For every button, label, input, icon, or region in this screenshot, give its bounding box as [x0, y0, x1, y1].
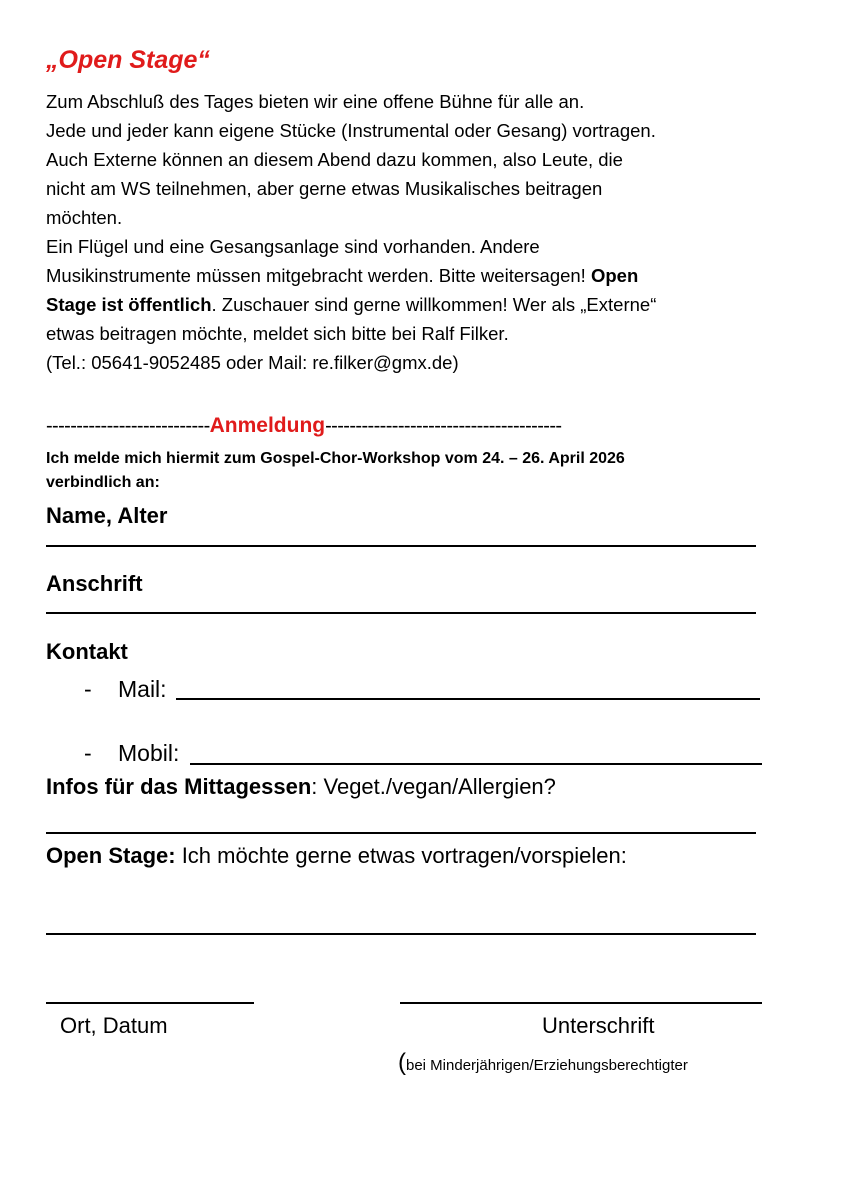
mail-field[interactable]	[176, 698, 760, 700]
mail-bullet: -	[84, 676, 92, 702]
signature-label: Unterschrift	[542, 1013, 655, 1038]
line8-bold: Stage ist öffentlich	[46, 294, 212, 315]
line8-text: . Zuschauer sind gerne willkommen! Wer als „Externe“	[211, 294, 657, 315]
mobile-field[interactable]	[190, 763, 762, 765]
open-stage-line-3: Auch Externe können an diesem Abend dazu kommen, also Leute, die	[46, 149, 623, 170]
open-stage-field[interactable]	[46, 933, 756, 935]
guardian-note-text: bei Minderjährigen/Erziehungsberechtigter	[406, 1057, 688, 1074]
place-date-label: Ort, Datum	[60, 1013, 168, 1038]
mobile-bullet: -	[84, 740, 92, 766]
address-label: Anschrift	[46, 571, 143, 596]
open-stage-line-7	[46, 261, 638, 290]
divider-dashes-left: ---------------------------	[46, 415, 210, 437]
mobile-label: Mobil:	[118, 740, 180, 766]
open-stage-line-6: Ein Flügel und eine Gesangsanlage sind vorhanden. Andere	[46, 236, 540, 257]
registration-intro-2: verbindlich an:	[46, 474, 160, 491]
place-date-field[interactable]	[46, 1002, 254, 1004]
open-stage-line-2: Jede und jeder kann eigene Stücke (Instrumental oder Gesang) vortragen.	[46, 120, 656, 141]
registration-intro-1: Ich melde mich hiermit zum Gospel-Chor-Workshop vom 24. – 26. April 2026	[46, 450, 625, 467]
divider-dashes-right: ---------------------------------------	[325, 415, 562, 437]
contact-info: (Tel.: 05641-9052485 oder Mail: re.filker@gmx.de)	[46, 352, 459, 373]
open-stage-label-rest: Ich möchte gerne etwas vortragen/vorspielen:	[175, 843, 627, 868]
registration-heading: Anmeldung	[209, 414, 326, 437]
address-field[interactable]	[46, 612, 756, 614]
open-stage-line-8	[46, 290, 656, 319]
name-age-field[interactable]	[46, 545, 756, 547]
contact-label: Kontakt	[46, 639, 128, 664]
open-stage-line-4: nicht am WS teilnehmen, aber gerne etwas Musikalisches beitragen	[46, 178, 603, 199]
open-stage-line-5: möchten.	[46, 207, 123, 228]
open-stage-title: „Open Stage“	[46, 46, 210, 74]
registration-divider	[46, 414, 561, 438]
lunch-label-bold: Infos für das Mittagessen	[46, 774, 312, 799]
name-age-label: Name, Alter	[46, 503, 168, 528]
open-stage-label	[46, 843, 627, 869]
lunch-info-label	[46, 774, 556, 800]
line7-text: Musikinstrumente müssen mitgebracht werden. Bitte weitersagen!	[46, 265, 591, 286]
guardian-paren: (	[398, 1049, 406, 1076]
lunch-label-rest: : Veget./vegan/Allergien?	[311, 774, 556, 799]
open-stage-label-bold: Open Stage:	[46, 843, 176, 868]
open-stage-line-9: etwas beitragen möchte, meldet sich bitte bei Ralf Filker.	[46, 323, 509, 344]
lunch-info-field[interactable]	[46, 832, 756, 834]
signature-field[interactable]	[400, 1002, 762, 1004]
guardian-note	[398, 1049, 688, 1077]
mail-label: Mail:	[118, 676, 167, 702]
open-stage-line-1: Zum Abschluß des Tages bieten wir eine offene Bühne für alle an.	[46, 91, 585, 112]
line7-bold: Open	[590, 265, 639, 286]
